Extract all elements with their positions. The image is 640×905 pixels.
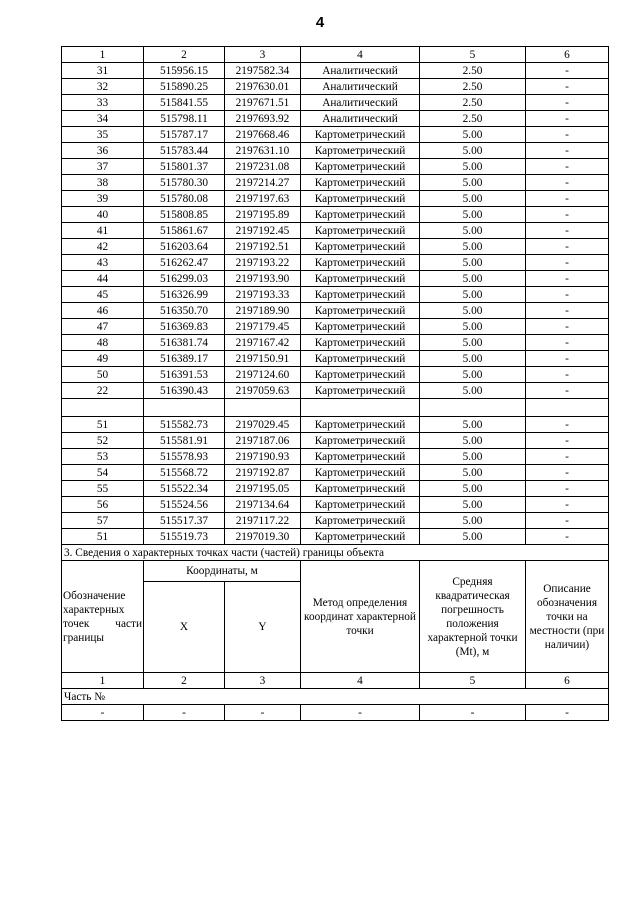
y-coordinate-cell: 2197193.22 xyxy=(225,255,301,271)
x-coordinate-cell: 516381.74 xyxy=(144,335,225,351)
method-cell: Аналитический xyxy=(301,79,420,95)
error-cell: 5.00 xyxy=(420,223,526,239)
y-coordinate-cell: 2197671.51 xyxy=(225,95,301,111)
x-coordinate-cell: 516262.47 xyxy=(144,255,225,271)
y-coordinate-cell: 2197150.91 xyxy=(225,351,301,367)
column-number: 6 xyxy=(526,47,609,63)
column-number: 2 xyxy=(144,673,225,689)
method-cell: Картометрический xyxy=(301,367,420,383)
column-number-row xyxy=(62,673,609,689)
point-number-cell: 46 xyxy=(62,303,144,319)
method-cell: Картометрический xyxy=(301,351,420,367)
y-coordinate-cell: 2197582.34 xyxy=(225,63,301,79)
method-header: Метод определения координат характерной точки xyxy=(301,561,420,673)
table-row xyxy=(62,449,609,465)
x-coordinate-cell: 515841.55 xyxy=(144,95,225,111)
table-row xyxy=(62,335,609,351)
section-title-row xyxy=(62,545,609,561)
column-number: 3 xyxy=(225,47,301,63)
method-cell: Картометрический xyxy=(301,465,420,481)
y-coordinate-cell: 2197192.45 xyxy=(225,223,301,239)
x-coordinate-cell: 516203.64 xyxy=(144,239,225,255)
description-cell: - xyxy=(526,79,609,95)
point-number-cell: 51 xyxy=(62,529,144,545)
description-cell: - xyxy=(526,319,609,335)
blank-cell xyxy=(420,399,526,417)
y-coordinate-cell: 2197029.45 xyxy=(225,417,301,433)
description-cell: - xyxy=(526,207,609,223)
table-row xyxy=(62,433,609,449)
description-cell: - xyxy=(526,239,609,255)
y-coordinate-cell: 2197192.51 xyxy=(225,239,301,255)
table-row xyxy=(62,497,609,513)
y-coordinate-cell: 2197187.06 xyxy=(225,433,301,449)
method-cell: Картометрический xyxy=(301,417,420,433)
y-coordinate-cell: 2197190.93 xyxy=(225,449,301,465)
column-number: 5 xyxy=(420,47,526,63)
method-cell: Картометрический xyxy=(301,303,420,319)
point-number-cell: 33 xyxy=(62,95,144,111)
point-number-cell: 53 xyxy=(62,449,144,465)
x-coordinate-cell: 515581.91 xyxy=(144,433,225,449)
point-label-header: Обозначение характерных точек части границы xyxy=(62,561,144,673)
method-cell: Картометрический xyxy=(301,497,420,513)
dash-cell: - xyxy=(420,705,526,721)
table-row xyxy=(62,367,609,383)
point-number-cell: 57 xyxy=(62,513,144,529)
description-cell: - xyxy=(526,143,609,159)
blank-cell xyxy=(526,399,609,417)
x-coordinate-cell: 516326.99 xyxy=(144,287,225,303)
x-coordinate-cell: 515524.56 xyxy=(144,497,225,513)
error-cell: 5.00 xyxy=(420,127,526,143)
error-cell: 5.00 xyxy=(420,303,526,319)
x-coordinate-cell: 515890.25 xyxy=(144,79,225,95)
description-cell: - xyxy=(526,95,609,111)
table-row xyxy=(62,513,609,529)
point-number-cell: 45 xyxy=(62,287,144,303)
y-coordinate-cell: 2197630.01 xyxy=(225,79,301,95)
table-row xyxy=(62,319,609,335)
table-row xyxy=(62,191,609,207)
description-cell: - xyxy=(526,175,609,191)
description-cell: - xyxy=(526,223,609,239)
description-cell: - xyxy=(526,417,609,433)
table-row xyxy=(62,159,609,175)
y-coordinate-cell: 2197231.08 xyxy=(225,159,301,175)
point-number-cell: 36 xyxy=(62,143,144,159)
table-row xyxy=(62,271,609,287)
description-cell: - xyxy=(526,449,609,465)
part-label: Часть № xyxy=(62,689,609,705)
y-coordinate-cell: 2197192.87 xyxy=(225,465,301,481)
error-cell: 5.00 xyxy=(420,383,526,399)
error-cell: 5.00 xyxy=(420,367,526,383)
dash-cell: - xyxy=(144,705,225,721)
table-row xyxy=(62,175,609,191)
blank-cell xyxy=(225,399,301,417)
description-cell: - xyxy=(526,481,609,497)
x-coordinate-cell: 515568.72 xyxy=(144,465,225,481)
x-coordinate-cell: 515787.17 xyxy=(144,127,225,143)
header-row-top xyxy=(62,561,609,582)
dash-cell: - xyxy=(225,705,301,721)
x-coordinate-cell: 515956.15 xyxy=(144,63,225,79)
y-coordinate-cell: 2197059.63 xyxy=(225,383,301,399)
y-coordinate-cell: 2197134.64 xyxy=(225,497,301,513)
table-row xyxy=(62,287,609,303)
method-cell: Картометрический xyxy=(301,159,420,175)
y-coordinate-cell: 2197195.05 xyxy=(225,481,301,497)
y-coordinate-cell: 2197179.45 xyxy=(225,319,301,335)
method-cell: Картометрический xyxy=(301,255,420,271)
x-coordinate-cell: 515861.67 xyxy=(144,223,225,239)
method-cell: Картометрический xyxy=(301,383,420,399)
point-number-cell: 41 xyxy=(62,223,144,239)
point-number-cell: 39 xyxy=(62,191,144,207)
point-number-cell: 56 xyxy=(62,497,144,513)
dash-cell: - xyxy=(301,705,420,721)
table-row xyxy=(62,529,609,545)
table-row xyxy=(62,351,609,367)
method-cell: Картометрический xyxy=(301,481,420,497)
description-header: Описание обозначения точки на местности (при наличии) xyxy=(526,561,609,673)
y-coordinate-cell: 2197167.42 xyxy=(225,335,301,351)
point-number-cell: 50 xyxy=(62,367,144,383)
description-cell: - xyxy=(526,383,609,399)
point-number-cell: 49 xyxy=(62,351,144,367)
dash-cell: - xyxy=(62,705,144,721)
error-cell: 5.00 xyxy=(420,159,526,175)
error-cell: 5.00 xyxy=(420,417,526,433)
point-number-cell: 42 xyxy=(62,239,144,255)
blank-cell xyxy=(62,399,144,417)
error-cell: 5.00 xyxy=(420,465,526,481)
method-cell: Картометрический xyxy=(301,191,420,207)
point-number-cell: 43 xyxy=(62,255,144,271)
description-cell: - xyxy=(526,287,609,303)
error-cell: 2.50 xyxy=(420,111,526,127)
y-coordinate-cell: 2197631.10 xyxy=(225,143,301,159)
method-cell: Аналитический xyxy=(301,63,420,79)
point-number-cell: 51 xyxy=(62,417,144,433)
x-coordinate-cell: 515519.73 xyxy=(144,529,225,545)
y-coordinate-cell: 2197193.33 xyxy=(225,287,301,303)
table-row xyxy=(62,255,609,271)
description-cell: - xyxy=(526,465,609,481)
description-cell: - xyxy=(526,191,609,207)
point-number-cell: 48 xyxy=(62,335,144,351)
y-coordinate-cell: 2197197.63 xyxy=(225,191,301,207)
column-number: 4 xyxy=(301,673,420,689)
description-cell: - xyxy=(526,159,609,175)
point-number-cell: 40 xyxy=(62,207,144,223)
method-cell: Картометрический xyxy=(301,513,420,529)
point-number-cell: 47 xyxy=(62,319,144,335)
y-coordinate-cell: 2197195.89 xyxy=(225,207,301,223)
dash-cell: - xyxy=(526,705,609,721)
method-cell: Картометрический xyxy=(301,529,420,545)
point-number-cell: 22 xyxy=(62,383,144,399)
x-coordinate-cell: 515801.37 xyxy=(144,159,225,175)
description-cell: - xyxy=(526,367,609,383)
method-cell: Картометрический xyxy=(301,433,420,449)
error-cell: 5.00 xyxy=(420,255,526,271)
coordinates-header: Координаты, м xyxy=(144,561,301,582)
column-number: 1 xyxy=(62,47,144,63)
description-cell: - xyxy=(526,497,609,513)
error-cell: 5.00 xyxy=(420,351,526,367)
error-cell: 5.00 xyxy=(420,449,526,465)
column-number: 5 xyxy=(420,673,526,689)
error-cell: 5.00 xyxy=(420,335,526,351)
description-cell: - xyxy=(526,255,609,271)
x-coordinate-cell: 515780.30 xyxy=(144,175,225,191)
y-coordinate-cell: 2197693.92 xyxy=(225,111,301,127)
x-coordinate-cell: 515780.08 xyxy=(144,191,225,207)
column-number: 3 xyxy=(225,673,301,689)
x-coordinate-cell: 515582.73 xyxy=(144,417,225,433)
error-cell: 5.00 xyxy=(420,481,526,497)
x-coordinate-cell: 516391.53 xyxy=(144,367,225,383)
x-coordinate-cell: 516390.43 xyxy=(144,383,225,399)
y-coordinate-cell: 2197124.60 xyxy=(225,367,301,383)
description-cell: - xyxy=(526,351,609,367)
error-cell: 5.00 xyxy=(420,433,526,449)
table-row xyxy=(62,481,609,497)
error-cell: 5.00 xyxy=(420,529,526,545)
method-cell: Аналитический xyxy=(301,111,420,127)
point-number-cell: 52 xyxy=(62,433,144,449)
x-header: X xyxy=(144,582,225,673)
method-cell: Картометрический xyxy=(301,239,420,255)
point-number-cell: 37 xyxy=(62,159,144,175)
page-number: 4 xyxy=(315,14,325,31)
y-coordinate-cell: 2197189.90 xyxy=(225,303,301,319)
x-coordinate-cell: 516299.03 xyxy=(144,271,225,287)
y-coordinate-cell: 2197117.22 xyxy=(225,513,301,529)
y-coordinate-cell: 2197668.46 xyxy=(225,127,301,143)
description-cell: - xyxy=(526,271,609,287)
y-coordinate-cell: 2197019.30 xyxy=(225,529,301,545)
table-row xyxy=(62,95,609,111)
method-cell: Аналитический xyxy=(301,95,420,111)
table-row xyxy=(62,223,609,239)
x-coordinate-cell: 516389.17 xyxy=(144,351,225,367)
x-coordinate-cell: 515517.37 xyxy=(144,513,225,529)
error-cell: 2.50 xyxy=(420,95,526,111)
table-row xyxy=(62,303,609,319)
point-number-cell: 34 xyxy=(62,111,144,127)
table-row xyxy=(62,63,609,79)
description-cell: - xyxy=(526,513,609,529)
table-row xyxy=(62,383,609,399)
method-cell: Картометрический xyxy=(301,207,420,223)
x-coordinate-cell: 516350.70 xyxy=(144,303,225,319)
error-cell: 2.50 xyxy=(420,63,526,79)
method-cell: Картометрический xyxy=(301,449,420,465)
x-coordinate-cell: 515578.93 xyxy=(144,449,225,465)
error-cell: 5.00 xyxy=(420,239,526,255)
table-row xyxy=(62,465,609,481)
y-coordinate-cell: 2197214.27 xyxy=(225,175,301,191)
method-cell: Картометрический xyxy=(301,335,420,351)
error-cell: 5.00 xyxy=(420,319,526,335)
blank-row xyxy=(62,399,609,417)
part-label-row xyxy=(62,689,609,705)
table-row xyxy=(62,111,609,127)
method-cell: Картометрический xyxy=(301,287,420,303)
description-cell: - xyxy=(526,529,609,545)
coordinates-table xyxy=(61,46,609,721)
table-row xyxy=(62,127,609,143)
method-cell: Картометрический xyxy=(301,175,420,191)
column-number: 1 xyxy=(62,673,144,689)
description-cell: - xyxy=(526,127,609,143)
table-row xyxy=(62,417,609,433)
description-cell: - xyxy=(526,63,609,79)
point-number-cell: 55 xyxy=(62,481,144,497)
error-cell: 2.50 xyxy=(420,79,526,95)
method-cell: Картометрический xyxy=(301,319,420,335)
error-cell: 5.00 xyxy=(420,271,526,287)
y-coordinate-cell: 2197193.90 xyxy=(225,271,301,287)
error-header: Средняя квадратическая погрешность положения характерной точки (Mt), м xyxy=(420,561,526,673)
x-coordinate-cell: 515798.11 xyxy=(144,111,225,127)
point-number-cell: 38 xyxy=(62,175,144,191)
error-cell: 5.00 xyxy=(420,497,526,513)
blank-cell xyxy=(301,399,420,417)
y-header: Y xyxy=(225,582,301,673)
description-cell: - xyxy=(526,111,609,127)
error-cell: 5.00 xyxy=(420,175,526,191)
table-row xyxy=(62,239,609,255)
x-coordinate-cell: 515783.44 xyxy=(144,143,225,159)
table-row xyxy=(62,207,609,223)
column-number: 6 xyxy=(526,673,609,689)
dash-row xyxy=(62,705,609,721)
error-cell: 5.00 xyxy=(420,207,526,223)
method-cell: Картометрический xyxy=(301,143,420,159)
point-number-cell: 31 xyxy=(62,63,144,79)
x-coordinate-cell: 516369.83 xyxy=(144,319,225,335)
x-coordinate-cell: 515522.34 xyxy=(144,481,225,497)
blank-cell xyxy=(144,399,225,417)
table-row xyxy=(62,143,609,159)
table-row xyxy=(62,79,609,95)
point-number-cell: 35 xyxy=(62,127,144,143)
description-cell: - xyxy=(526,303,609,319)
method-cell: Картометрический xyxy=(301,271,420,287)
point-number-cell: 44 xyxy=(62,271,144,287)
error-cell: 5.00 xyxy=(420,287,526,303)
point-number-cell: 54 xyxy=(62,465,144,481)
column-number-row xyxy=(62,47,609,63)
description-cell: - xyxy=(526,433,609,449)
method-cell: Картометрический xyxy=(301,223,420,239)
error-cell: 5.00 xyxy=(420,143,526,159)
method-cell: Картометрический xyxy=(301,127,420,143)
section-title: 3. Сведения о характерных точках части (частей) границы объекта xyxy=(62,545,609,561)
column-number: 2 xyxy=(144,47,225,63)
error-cell: 5.00 xyxy=(420,191,526,207)
description-cell: - xyxy=(526,335,609,351)
column-number: 4 xyxy=(301,47,420,63)
point-number-cell: 32 xyxy=(62,79,144,95)
error-cell: 5.00 xyxy=(420,513,526,529)
x-coordinate-cell: 515808.85 xyxy=(144,207,225,223)
